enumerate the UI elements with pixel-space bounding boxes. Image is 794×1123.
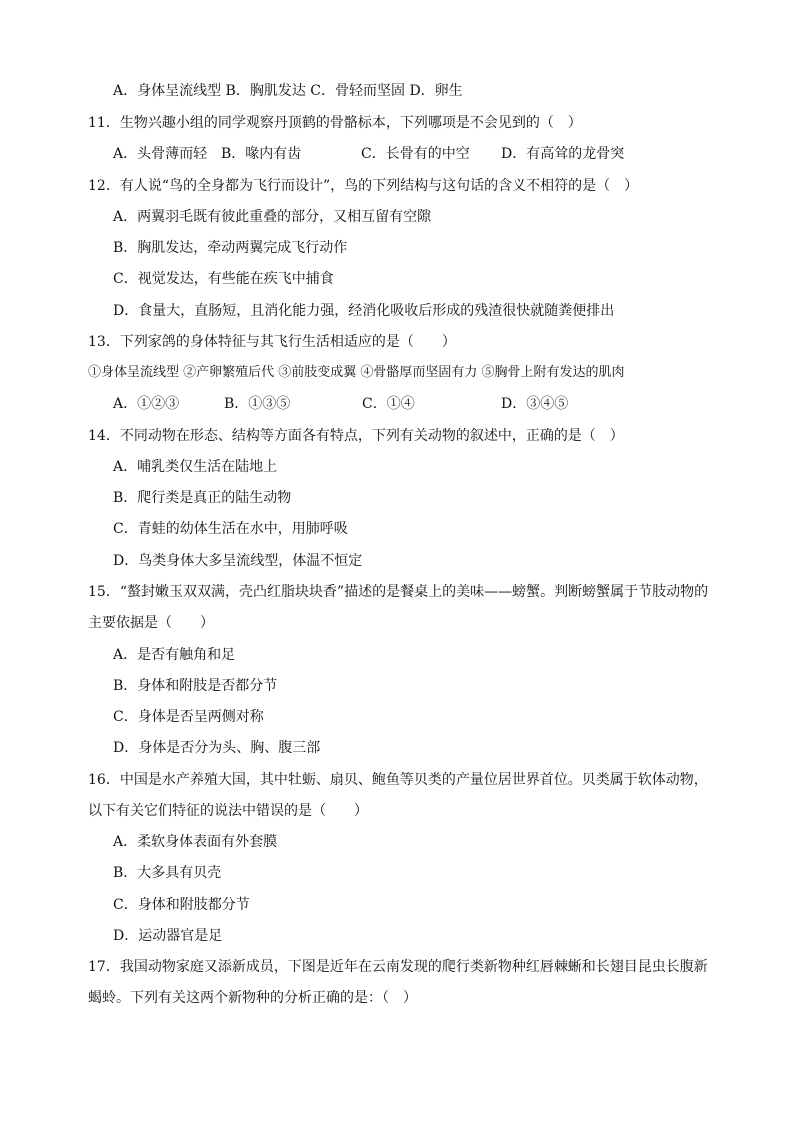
q12-stem: 12．有人说“鸟的全身都为飞行而设计”，鸟的下列结构与这句话的含义不相符的是（ ）	[88, 178, 639, 194]
q13-statements: ①身体呈流线型 ②产卵繁殖后代 ③前肢变成翼 ④骨骼厚而坚固有力 ⑤胸骨上附有发达的肌肉	[88, 365, 625, 380]
q14-option-a: A．哺乳类仅生活在陆地上	[113, 459, 278, 475]
q10-options-inline: A．身体呈流线型 B．胸肌发达 C．骨轻而坚固 D．卵生	[113, 83, 463, 99]
q14-stem: 14．不同动物在形态、结构等方面各有特点，下列有关动物的叙述中，正确的是（ ）	[88, 428, 624, 444]
q15-option-a: A．是否有触角和足	[113, 647, 236, 663]
q16-stem-line1: 16．中国是水产养殖大国，其中牡蛎、扇贝、鲍鱼等贝类的产量位居世界首位。贝类属于软体动物，	[88, 772, 708, 788]
q17-stem-line2: 蝎蛉。下列有关这两个新物种的分析正确的是：（ ）	[88, 990, 417, 1006]
q15-stem-line2: 主要依据是（ ）	[88, 615, 214, 631]
q12-option-c: C．视觉发达，有些能在疾飞中捕食	[113, 271, 334, 287]
q17-stem-line1: 17．我国动物家庭又添新成员，下图是近年在云南发现的爬行类新物种红唇棘蜥和长翅目昆虫长腹新	[88, 959, 708, 975]
q13-stem: 13．下列家鸽的身体特征与其飞行生活相适应的是（ ）	[88, 334, 456, 350]
q11-option-c: C．长骨有的中空	[361, 146, 470, 162]
q15-option-c: C．身体是否呈两侧对称	[113, 709, 264, 725]
q12-option-d: D．食量大，直肠短，且消化能力强，经消化吸收后形成的残渣很快就随粪便排出	[113, 303, 615, 319]
q14-option-c: C．青蛙的幼体生活在水中，用肺呼吸	[113, 521, 348, 537]
q11-options	[113, 145, 624, 163]
q15-stem-line1: 15．“螯封嫩玉双双满，壳凸红脂块块香”描述的是餐桌上的美味——螃蟹。判断螃蟹属于节肢动物的	[88, 584, 709, 600]
q11-option-b: B．喙内有齿	[221, 146, 302, 162]
q16-option-a: A．柔软身体表面有外套膜	[113, 834, 278, 850]
q13-option-d: D．③④⑤	[501, 396, 569, 412]
q13-option-a: A．①②③	[113, 396, 180, 412]
q12-option-b: B．胸肌发达，牵动两翼完成飞行动作	[113, 240, 348, 256]
q16-option-b: B．大多具有贝壳	[113, 865, 222, 881]
q16-option-d: D．运动器官是足	[113, 928, 223, 944]
q12-option-a: A．两翼羽毛既有彼此重叠的部分，又相互留有空隙	[113, 209, 432, 225]
q11-option-d: D．有高耸的龙骨突	[501, 146, 625, 162]
q14-option-d: D．鸟类身体大多呈流线型，体温不恒定	[113, 553, 363, 569]
q14-option-b: B．爬行类是真正的陆生动物	[113, 490, 292, 506]
q13-option-c: C．①④	[362, 396, 415, 412]
q15-option-d: D．身体是否分为头、胸、腹三部	[113, 740, 321, 756]
q13-options	[113, 395, 568, 413]
q15-option-b: B．身体和附肢是否都分节	[113, 678, 278, 694]
q16-stem-line2: 以下有关它们特征的说法中错误的是（ ）	[88, 803, 368, 819]
q16-option-c: C．身体和附肢都分节	[113, 897, 250, 913]
q11-stem: 11．生物兴趣小组的同学观察丹顶鹤的骨骼标本，下列哪项是不会见到的（ ）	[88, 115, 582, 131]
q13-option-b: B．①③⑤	[224, 396, 291, 412]
q11-option-a: A．头骨薄而轻	[113, 146, 208, 162]
